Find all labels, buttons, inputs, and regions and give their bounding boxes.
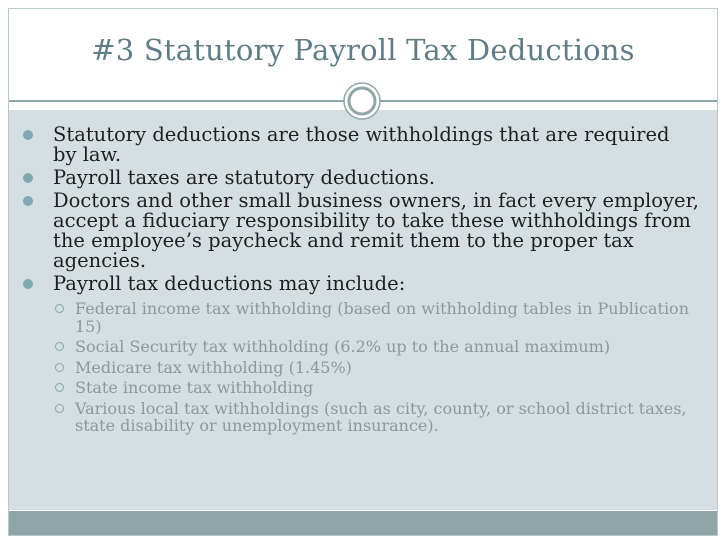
footer-band [9, 511, 717, 535]
filled-circle-bullet-icon [23, 173, 33, 183]
sub-bullet-list [9, 297, 717, 435]
bullet-list [9, 110, 717, 294]
sub-bullet-text: Social Security tax withholding (6.2% up to the annual maximum) [75, 337, 611, 356]
hollow-circle-bullet-icon [55, 404, 64, 413]
sub-bullet-item [9, 338, 717, 356]
bullet-text: Doctors and other small business owners, in fact every employer, accept a fiduciary responsibility to take these withholdings from the employee’s paycheck and remit them to the proper tax agencies. [53, 189, 699, 272]
sub-bullet-item [9, 400, 717, 435]
sub-bullet-item [9, 359, 717, 377]
bullet-text: Payroll taxes are statutory deductions. [53, 166, 436, 189]
ring-ornament-icon [343, 82, 381, 120]
hollow-circle-bullet-icon [55, 304, 64, 313]
hollow-circle-bullet-icon [55, 363, 64, 372]
sub-bullet-item [9, 379, 717, 397]
filled-circle-bullet-icon [23, 196, 33, 206]
bullet-item [9, 191, 717, 271]
hollow-circle-bullet-icon [55, 342, 64, 351]
bullet-item [9, 274, 717, 294]
filled-circle-bullet-icon [23, 279, 33, 289]
slide-title: #3 Statutory Payroll Tax Deductions [91, 33, 635, 67]
sub-bullet-text: Medicare tax withholding (1.45%) [75, 357, 352, 377]
content-area [9, 110, 717, 510]
bullet-item [9, 125, 717, 165]
sub-bullet-item [9, 300, 717, 335]
bullet-text: Payroll tax deductions may include: [53, 272, 406, 295]
sub-bullet-text: State income tax withholding [75, 378, 314, 397]
bullet-item [9, 168, 717, 188]
sub-bullet-text: Federal income tax withholding (based on withholding tables in Publication 15) [75, 299, 689, 336]
hollow-circle-bullet-icon [55, 383, 64, 392]
filled-circle-bullet-icon [23, 130, 33, 140]
bullet-text: Statutory deductions are those withholdings that are required by law. [53, 123, 670, 166]
sub-bullet-text: Various local tax withholdings (such as city, county, or school district taxes, state disability or unemployment insurance). [75, 398, 687, 435]
